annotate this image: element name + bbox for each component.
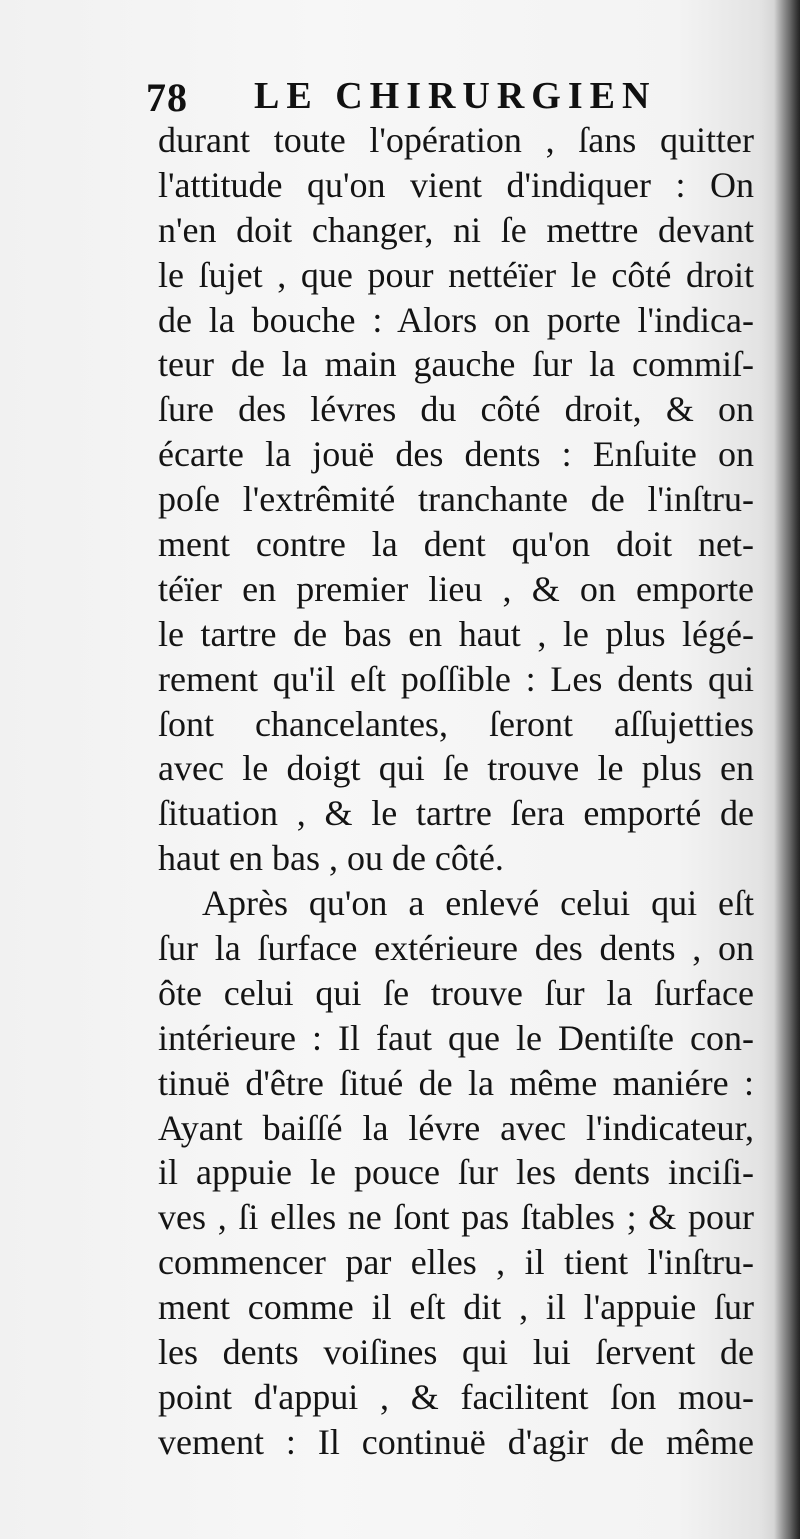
text-line: le ſujet , que pour nettéïer le côté droit: [158, 254, 754, 295]
text-line: il appuie le pouce ſur les dents inciſi-: [158, 1152, 754, 1193]
page-edge-shadow: [774, 0, 800, 1539]
text-line: poſe l'extrêmité tranchante de l'inſtru-: [158, 479, 754, 520]
text-line: le tartre de bas en haut , le plus légé-: [158, 613, 754, 654]
text-line: Ayant baiſſé la lévre avec l'indicateur,: [158, 1107, 754, 1148]
page-number: 78: [146, 75, 188, 120]
text-line: point d'appui , & facilitent ſon mou-: [158, 1376, 754, 1417]
paragraph-start-line: Après qu'on a enlevé celui qui eſt: [202, 883, 754, 924]
text-line: avec le doigt qui ſe trouve le plus en: [158, 748, 754, 789]
paragraph-end-line: [158, 836, 754, 881]
text-line: les dents voiſines qui lui ſervent de: [158, 1332, 754, 1373]
text-line: haut en bas , ou de côté.: [158, 838, 504, 879]
text-line: vement : Il continuë d'agir de même: [158, 1421, 754, 1462]
text-line: ſituation , & le tartre ſera emporté de: [158, 793, 754, 834]
text-line: ment contre la dent qu'on doit net-: [158, 524, 754, 565]
text-line: n'en doit changer, ni ſe mettre devant: [158, 209, 754, 250]
text-line: intérieure : Il faut que le Dentiſte con-: [158, 1017, 754, 1058]
text-line: ſont chancelantes, ſeront aſſujetties: [158, 703, 754, 744]
text-line: durant toute l'opération , ſans quitter: [158, 120, 754, 160]
running-head: [146, 70, 786, 122]
text-line: commencer par elles , il tient l'inſtru-: [158, 1242, 754, 1283]
text-line: rement qu'il eſt poſſible : Les dents qui: [158, 658, 754, 699]
text-line: teur de la main gauche ſur la commiſ-: [158, 344, 754, 385]
text-line: ſur la ſurface extérieure des dents , on: [158, 928, 754, 969]
text-line: écarte la jouë des dents : Enſuite on: [158, 434, 754, 475]
text-line: ſure des lévres du côté droit, & on: [158, 389, 754, 430]
text-line: de la bouche : Alors on porte l'indica-: [158, 299, 754, 340]
text-line: tinuë d'être ſitué de la même maniére :: [158, 1062, 754, 1103]
text-line: ves , ſi elles ne ſont pas ſtables ; & pour: [158, 1197, 754, 1238]
body-text: [158, 118, 754, 1465]
text-line: téïer en premier lieu , & on emporte: [158, 568, 754, 609]
text-line: ment comme il eſt dit , il l'appuie ſur: [158, 1287, 754, 1328]
text-line: ôte celui qui ſe trouve ſur la ſurface: [158, 972, 754, 1013]
running-title: LE CHIRURGIEN: [254, 75, 657, 117]
text-line: l'attitude qu'on vient d'indiquer : On: [158, 164, 754, 205]
